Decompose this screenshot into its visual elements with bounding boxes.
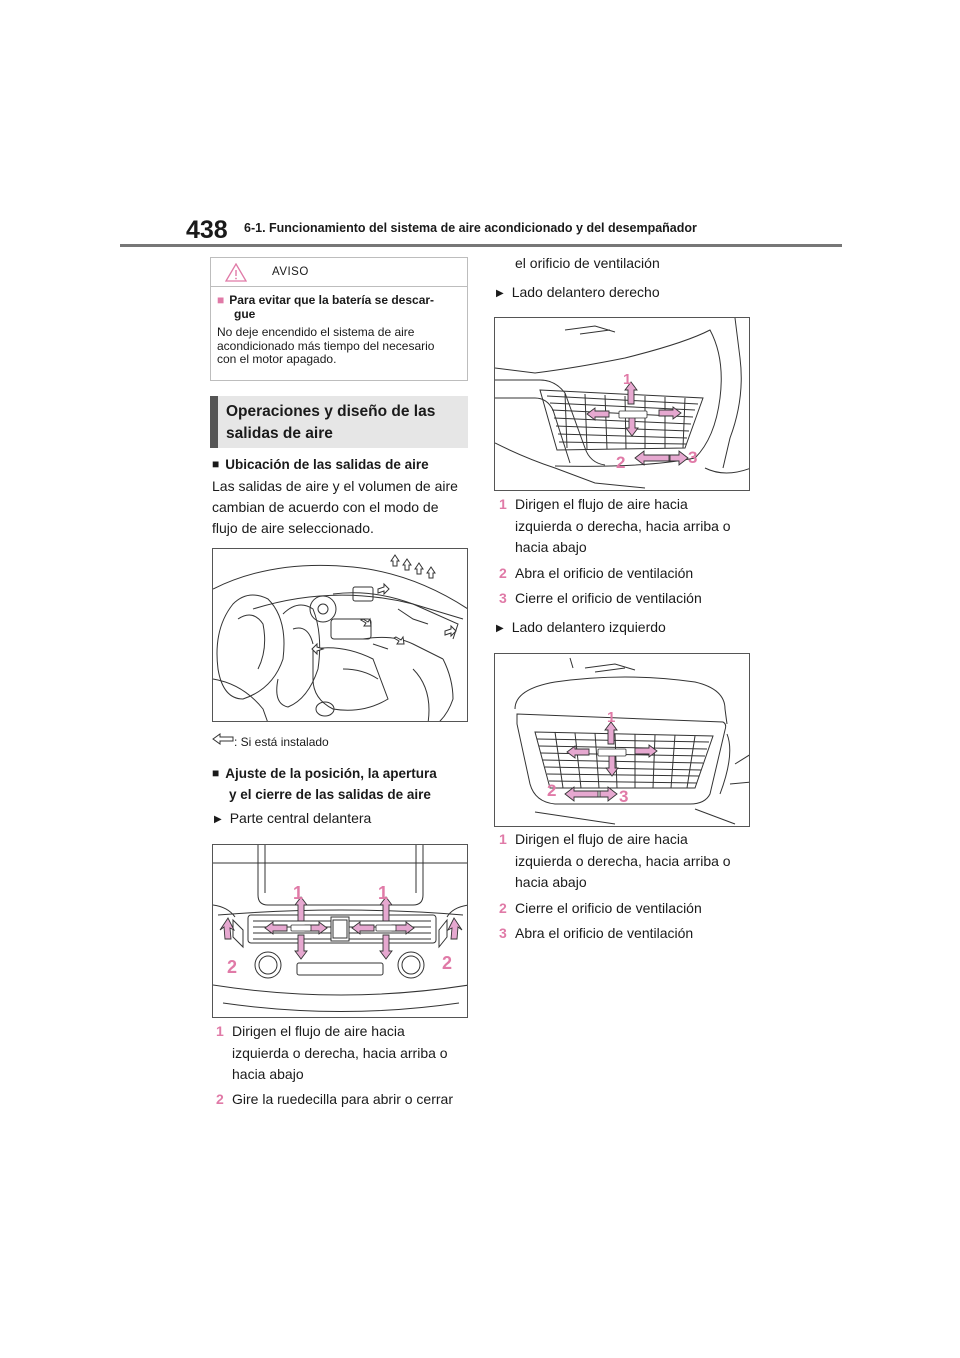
warning-box bbox=[210, 257, 468, 381]
step-line: hacia abajo bbox=[515, 874, 587, 890]
step-number: 3 bbox=[499, 925, 507, 941]
center-step-1 bbox=[216, 1021, 472, 1086]
fig-label: 1 bbox=[623, 371, 632, 388]
vent-icon bbox=[212, 733, 234, 745]
fig-label: 2 bbox=[227, 957, 238, 977]
bullet-center: ▶ Parte central delantera bbox=[214, 810, 372, 826]
cabin-illustration bbox=[212, 548, 468, 722]
bullet-left-side: ▶ Lado delantero izquierdo bbox=[496, 619, 666, 635]
step-line: Dirigen el flujo de aire hacia bbox=[232, 1023, 405, 1039]
warning-triangle-icon bbox=[225, 263, 247, 282]
bullet-text: Lado delantero izquierdo bbox=[511, 619, 666, 635]
right-step-1 bbox=[499, 494, 755, 559]
cabin-drawing bbox=[213, 549, 468, 722]
center-step-2 bbox=[216, 1089, 472, 1111]
step-line: hacia abajo bbox=[232, 1066, 304, 1082]
center-vents-drawing bbox=[213, 845, 468, 1018]
warning-body-line: con el motor apagado. bbox=[217, 352, 337, 366]
left-side-step-1 bbox=[499, 829, 755, 894]
subheading-text: Ubicación de las salidas de aire bbox=[225, 457, 429, 472]
center-vents-illustration bbox=[212, 844, 468, 1018]
section-title bbox=[210, 396, 468, 448]
fig-label: 3 bbox=[688, 448, 698, 467]
warning-body bbox=[217, 326, 462, 367]
left-side-step-2 bbox=[499, 898, 755, 920]
step-line: izquierda o derecha, hacia arriba o bbox=[515, 517, 731, 534]
step-number: 3 bbox=[499, 590, 507, 606]
step-line: Dirigen el flujo de aire hacia bbox=[515, 831, 688, 847]
right-step-3 bbox=[499, 588, 755, 610]
left-side-step-3 bbox=[499, 923, 755, 945]
left-vent-drawing bbox=[495, 654, 750, 827]
step-number: 2 bbox=[499, 900, 507, 916]
step-line: izquierda o derecha, hacia arriba o bbox=[232, 1044, 448, 1061]
step-number: 1 bbox=[499, 831, 507, 847]
warning-heading-line: Para evitar que la batería se descar- bbox=[229, 293, 435, 307]
paragraph-line: cambian de acuerdo con el modo de bbox=[212, 499, 439, 515]
warning-header bbox=[211, 258, 467, 287]
bullet-text: Lado delantero derecho bbox=[511, 284, 660, 300]
step-line: Abra el orificio de ventilación bbox=[515, 925, 694, 941]
right-step-2 bbox=[499, 563, 755, 585]
fig-label: 2 bbox=[442, 953, 453, 973]
warning-heading-line: gue bbox=[234, 307, 256, 321]
step-number: 2 bbox=[499, 565, 507, 581]
warning-heading: ■ Para evitar que la batería se descar- gue bbox=[217, 293, 457, 321]
fig-label: 2 bbox=[616, 453, 626, 472]
step-line: Dirigen el flujo de aire hacia bbox=[515, 496, 688, 512]
step-line: hacia abajo bbox=[515, 539, 587, 555]
center-step-2-continued: el orificio de ventilación bbox=[515, 255, 660, 271]
subheading-adjust: ■ Ajuste de la posición, la apertura y el cierre de las salidas de aire bbox=[212, 763, 437, 805]
step-line: Gire la ruedecilla para abrir o cerrar bbox=[232, 1091, 453, 1107]
subheading-text: Ajuste de la posición, la apertura bbox=[225, 766, 437, 781]
step-number: 1 bbox=[216, 1023, 224, 1039]
bullet-text: Parte central delantera bbox=[229, 810, 372, 826]
fig-label: 1 bbox=[378, 883, 389, 903]
location-paragraph bbox=[212, 476, 472, 539]
step-line: Cierre el orificio de ventilación bbox=[515, 590, 702, 606]
page-number: 438 bbox=[186, 216, 228, 244]
step-line: izquierda o derecha, hacia arriba o bbox=[515, 852, 731, 869]
subheading-text: y el cierre de las salidas de aire bbox=[229, 787, 431, 802]
step-line: Abra el orificio de ventilación bbox=[515, 565, 694, 581]
right-vent-illustration bbox=[494, 317, 750, 491]
step-line: Cierre el orificio de ventilación bbox=[515, 900, 702, 916]
fig-label: 2 bbox=[547, 781, 557, 800]
left-vent-illustration bbox=[494, 653, 750, 827]
warning-body-line: acondicionado más tiempo del necesario bbox=[217, 338, 435, 353]
chapter-title: 6-1. Funcionamiento del sistema de aire acondicionado y del desempañador bbox=[244, 221, 697, 235]
installed-note: : Si está instalado bbox=[234, 735, 329, 749]
right-vent-drawing bbox=[495, 318, 750, 491]
paragraph-line: Las salidas de aire y el volumen de aire bbox=[212, 478, 458, 494]
section-title-line: salidas de aire bbox=[226, 425, 333, 442]
fig-label: 1 bbox=[293, 883, 304, 903]
warning-label: AVISO bbox=[272, 266, 309, 278]
section-title-line: Operaciones y diseño de las bbox=[226, 403, 436, 420]
warning-body-line: No deje encendido el sistema de aire bbox=[217, 325, 415, 339]
paragraph-line: flujo de aire seleccionado. bbox=[212, 520, 374, 536]
step-number: 1 bbox=[499, 496, 507, 512]
step-number: 2 bbox=[216, 1091, 224, 1107]
fig-label: 3 bbox=[619, 787, 629, 806]
header-rule bbox=[120, 244, 842, 247]
fig-label: 1 bbox=[607, 709, 616, 726]
bullet-right-side: ▶ Lado delantero derecho bbox=[496, 284, 660, 300]
subheading-location: ■ Ubicación de las salidas de aire bbox=[212, 457, 429, 472]
